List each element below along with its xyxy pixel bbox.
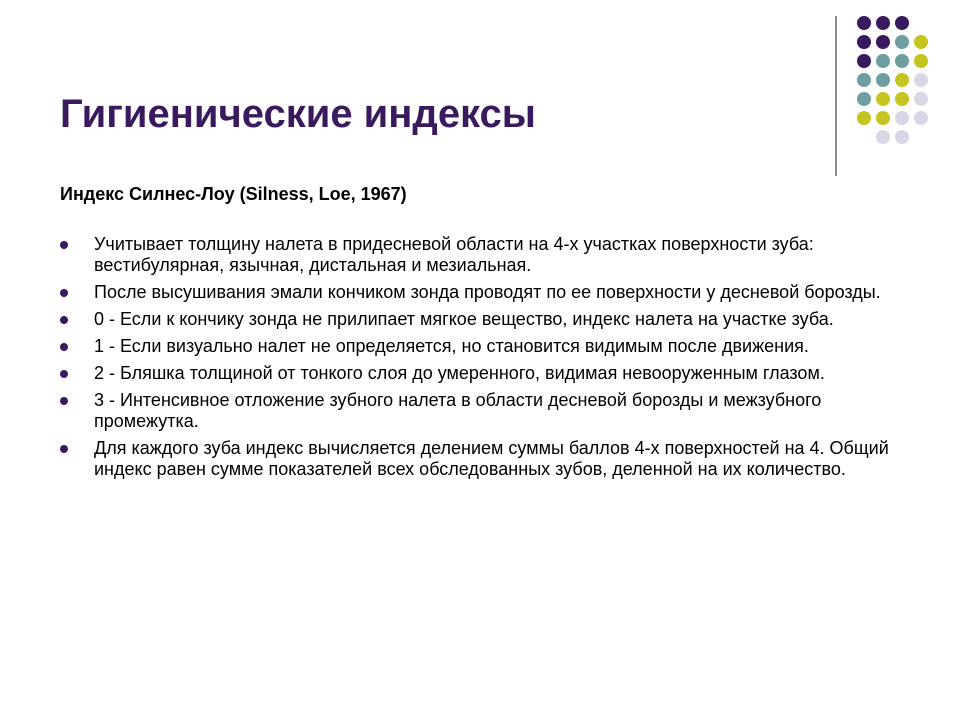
decorative-dot (914, 54, 928, 68)
bullet-dot-icon (60, 397, 68, 405)
bullet-dot-icon (60, 343, 68, 351)
decorative-dot (914, 111, 928, 125)
bullet-list (60, 234, 900, 486)
decorative-dot (876, 35, 890, 49)
decorative-dot (895, 92, 909, 106)
decorative-dot (895, 111, 909, 125)
bullet-item (60, 234, 900, 276)
decorative-dot (895, 130, 909, 144)
decorative-dot (876, 92, 890, 106)
bullet-dot-icon (60, 241, 68, 249)
decorative-dot (876, 73, 890, 87)
decorative-dot (876, 111, 890, 125)
slide-title: Гигиенические индексы (60, 92, 536, 136)
bullet-item (60, 336, 900, 357)
bullet-dot-icon (60, 370, 68, 378)
decorative-dot (876, 130, 890, 144)
decorative-dot (914, 73, 928, 87)
decorative-dot (876, 16, 890, 30)
bullet-item (60, 363, 900, 384)
decorative-dot (857, 35, 871, 49)
bullet-text: 1 - Если визуально налет не определяется, но становится видимым после движения. (94, 336, 809, 356)
bullet-item (60, 282, 900, 303)
decorative-dot (876, 54, 890, 68)
bullet-dot-icon (60, 289, 68, 297)
decorative-dot (914, 92, 928, 106)
slide-subtitle: Индекс Силнес-Лоу (Silness, Loe, 1967) (60, 184, 407, 204)
bullet-text: 0 - Если к кончику зонда не прилипает мягкое вещество, индекс налета на участке зуба. (94, 309, 834, 329)
bullet-item (60, 309, 900, 330)
bullet-item (60, 438, 900, 480)
decorative-dot (895, 73, 909, 87)
bullet-text: 3 - Интенсивное отложение зубного налета в области десневой борозды и межзубного промежутка. (94, 390, 822, 431)
bullet-text: Учитывает толщину налета в придесневой области на 4-х участках поверхности зуба: вестибулярная, язычная, дистальная и мезиальная. (94, 234, 814, 275)
decorative-dot (857, 111, 871, 125)
bullet-dot-icon (60, 445, 68, 453)
decorative-dot (895, 35, 909, 49)
vertical-divider (835, 16, 837, 176)
decorative-dot (857, 92, 871, 106)
decorative-dot (857, 73, 871, 87)
bullet-dot-icon (60, 316, 68, 324)
decorative-dot (914, 35, 928, 49)
decorative-dot (895, 54, 909, 68)
decorative-dot (895, 16, 909, 30)
decorative-dot (857, 54, 871, 68)
bullet-item (60, 390, 900, 432)
bullet-text: Для каждого зуба индекс вычисляется делением суммы баллов 4-х поверхностей на 4. Общий индекс равен сумме показателей всех обследованных зубов, деленной на их количество. (94, 438, 889, 479)
bullet-text: После высушивания эмали кончиком зонда проводят по ее поверхности у десневой борозды. (94, 282, 881, 302)
bullet-text: 2 - Бляшка толщиной от тонкого слоя до умеренного, видимая невооруженным глазом. (94, 363, 825, 383)
decorative-dot (857, 16, 871, 30)
